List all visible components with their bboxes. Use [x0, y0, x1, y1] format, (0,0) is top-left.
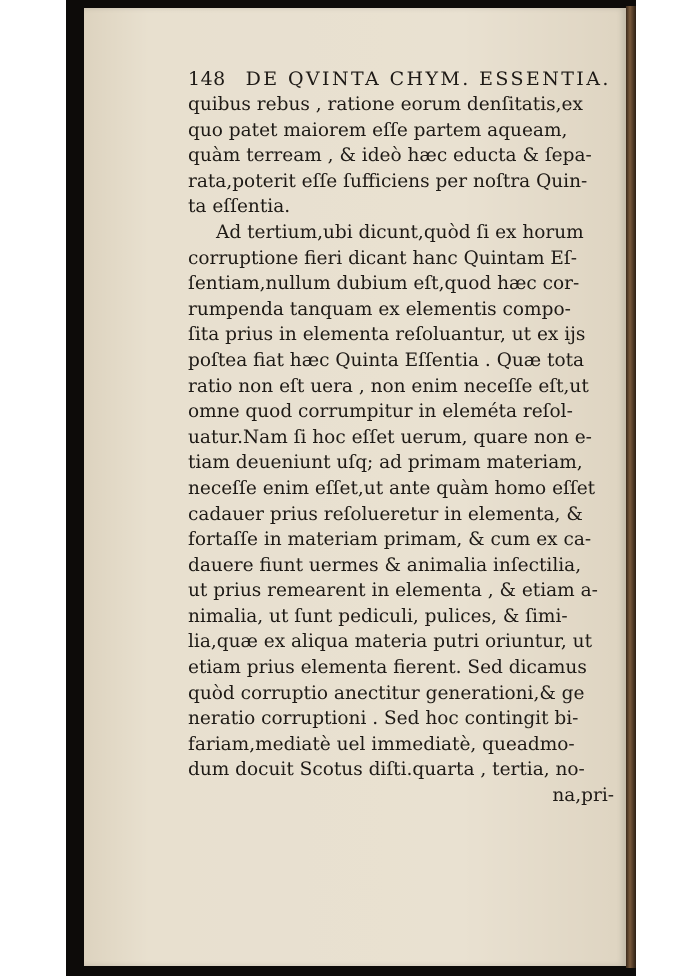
- text-line: quo patet maiorem eſſe partem aqueam,: [188, 119, 568, 141]
- page-number: 148: [188, 68, 226, 90]
- text-line: nimalia, ut ſunt pediculi, pulices, & ſimi-: [188, 605, 568, 627]
- text-line: ratio non eſt uera , non enim neceſſe eſt,ut: [188, 375, 589, 397]
- text-line: Ad tertium,ubi dicunt,quòd ſi ex horum: [216, 221, 584, 243]
- text-line: quàm terream , & ideò hæc educta & ſepa-: [188, 145, 592, 167]
- text-line: poſtea fiat hæc Quinta Eſſentia . Quæ tota: [188, 349, 585, 371]
- text-line: corruptione fieri dicant hanc Quintam Eſ-: [188, 247, 577, 269]
- text-line: cadauer prius reſolueretur in elementa, &: [188, 503, 583, 525]
- catchword-line: na,pri-: [552, 785, 614, 807]
- text-line: fortaſſe in materiam primam, & cum ex ca-: [188, 529, 592, 551]
- text-line: ut prius remearent in elementa , & etiam a-: [188, 580, 598, 602]
- text-line: uatur.Nam ſi hoc eſſet uerum, quare non e-: [188, 426, 592, 448]
- text-line: rata,poterit eſſe ſufficiens per noſtra Quin-: [188, 170, 588, 192]
- text-line: dauere fiunt uermes & animalia inſectilia,: [188, 554, 582, 576]
- text-line: omne quod corrumpitur in eleméta reſol-: [188, 401, 573, 423]
- text-line: etiam prius elementa fierent. Sed dicamus: [188, 657, 587, 679]
- text-line: lia,quæ ex aliqua materia putri oriuntur, ut: [188, 631, 593, 653]
- text-block: [188, 66, 614, 809]
- text-line: dum docuit Scotus diſti.quarta , tertia, no-: [188, 759, 585, 781]
- page-edge: [626, 6, 636, 968]
- text-line: ſentiam,nullum dubium eſt,quod hæc cor-: [188, 273, 580, 295]
- text-line: neceſſe enim eſſet,ut ante quàm homo eſſet: [188, 477, 596, 499]
- text-line: neratio corruptioni . Sed hoc contingit bi-: [188, 708, 579, 730]
- text-line: ſita prius in elementa reſoluantur, ut ex ijs: [188, 324, 586, 346]
- text-line: ta eſſentia.: [188, 196, 291, 218]
- text-line: fariam,mediatè uel immediatè, queadmo-: [188, 733, 575, 755]
- text-line: rumpenda tanquam ex elementis compo-: [188, 298, 571, 320]
- running-head: [188, 66, 614, 92]
- text-line: quibus rebus , ratione eorum denſitatis,ex: [188, 94, 583, 115]
- running-title: DE QVINTA CHYM. ESSENTIA.: [245, 68, 611, 90]
- body-text: [188, 92, 614, 809]
- text-line: quòd corruptio anectitur generationi,& ge: [188, 682, 585, 704]
- text-line: tiam deueniunt uſq; ad primam materiam,: [188, 452, 583, 474]
